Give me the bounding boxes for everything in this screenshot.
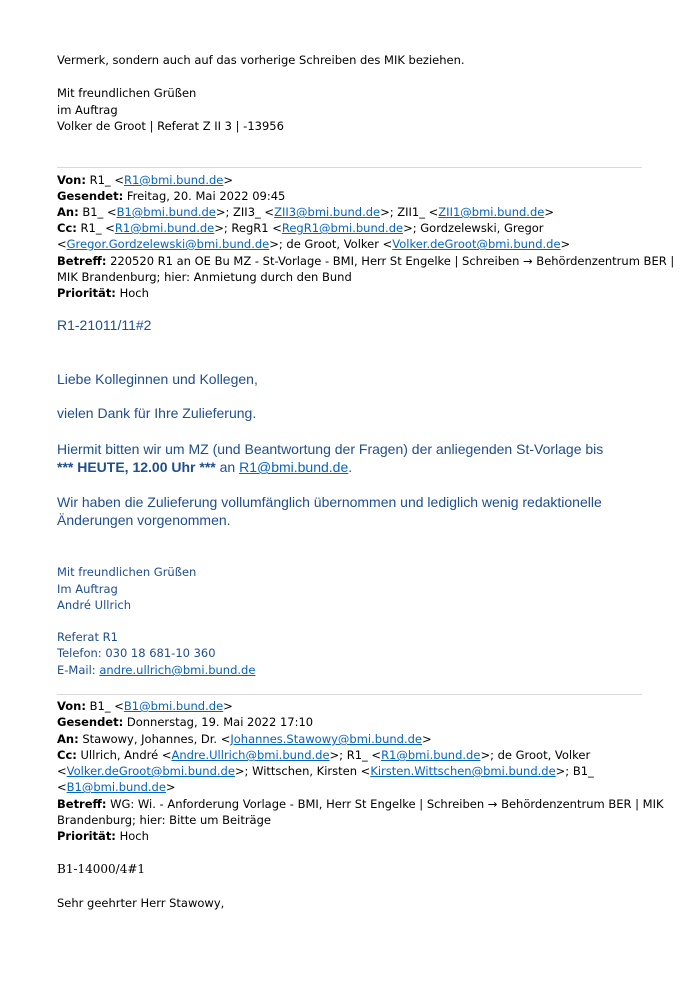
email1-salutation [57,371,258,387]
sig-email-link[interactable]: andre.ullrich@bmi.bund.de [99,663,256,677]
greeting-text: Mit freundlichen Grüßen [57,565,197,579]
label-subject: Betreff: [57,254,107,268]
email1-cc-line2 [57,236,570,252]
auftrag-text: im Auftrag [57,103,118,117]
reference-number: R1-21011/11#2 [57,317,152,333]
email1-thanks [57,405,256,421]
subject-text: Brandenburg; hier: Bitte um Beiträge [57,813,271,827]
auftrag-text: Im Auftrag [57,582,118,596]
email1-sig-phone [57,646,216,660]
cc-text: < [57,764,67,778]
subject-text: MIK Brandenburg; hier: Anmietung durch den Bund [57,270,352,284]
from-name: B1_ < [85,699,124,713]
email2-cc-line3 [57,779,176,795]
divider [57,167,642,168]
subject-text: WG: Wi. - Anforderung Vorlage - BMI, Herr St Engelke | Schreiben → Behördenzentrum BER | MIK [106,797,664,811]
cc-text: >; R1_ < [329,748,382,762]
email1-note-line2 [57,512,231,528]
cc-email-link[interactable]: Kirsten.Wittschen@bmi.bund.de [370,764,556,778]
cc-email-link[interactable]: B1@bmi.bund.de [66,780,166,794]
to-text: >; ZII1_ < [380,205,439,219]
cc-text: < [57,237,67,251]
email2-salutation [57,895,224,911]
email1-sig-email [57,663,255,677]
to-email-link[interactable]: ZII1@bmi.bund.de [438,205,545,219]
email1-note [57,494,602,510]
label-from: Von: [57,173,86,187]
bracket: > [165,780,176,794]
request-text: Hiermit bitten wir um MZ (und Beantwortung der Fragen) der anliegenden St-Vorlage bis [57,441,604,457]
email1-to [57,204,554,220]
email1-request [57,441,603,457]
greeting-text: Mit freundlichen Grüßen [57,86,197,100]
cc-text: >; B1_ [555,764,594,778]
salutation-text: Liebe Kolleginnen und Kollegen, [57,371,258,387]
label-cc: Cc: [57,221,77,235]
priority-value: Hoch [115,286,149,300]
signature-text: Volker de Groot | Referat Z II 3 | -13956 [57,119,284,133]
body-text-line [57,52,465,68]
email2-reference [57,862,145,876]
email1-sig-greeting [57,565,196,579]
cc-email-link[interactable]: Volker.deGroot@bmi.bund.de [66,764,235,778]
email2-subject [57,796,664,812]
email1-from [57,172,233,188]
note-text: Wir haben die Zulieferung vollumfänglich übernommen und lediglich wenig redaktionelle [57,494,602,510]
bracket: > [422,732,432,746]
email2-subject-line2 [57,812,271,828]
bracket: > [560,237,571,251]
label-to: An: [57,732,79,746]
thanks-text: vielen Dank für Ihre Zulieferung. [57,405,257,421]
email1-subject-line2 [57,269,352,285]
email1-sig-name [57,598,131,612]
label-priority: Priorität: [57,286,116,300]
email1-sig-auftrag [57,582,118,596]
to-email-link[interactable]: B1@bmi.bund.de [116,205,216,219]
email2-priority [57,828,149,844]
email2-to [57,731,432,747]
email2-cc-line2 [57,763,594,779]
label-from: Von: [57,699,86,713]
to-text: B1_ < [78,205,117,219]
email2-sent [57,714,313,730]
phone-number: Telefon: 030 18 681-10 360 [57,646,216,660]
label-cc: Cc: [57,748,77,762]
cc-text: >; Gordzelewski, Gregor [403,221,544,235]
cc-email-link[interactable]: R1@bmi.bund.de [381,748,481,762]
signature [57,118,284,134]
email1-reference [57,317,151,333]
email1-request-line2 [57,459,352,475]
priority-value: Hoch [115,829,149,843]
email1-subject [57,253,674,269]
cc-text: Ullrich, André < [76,748,172,762]
body-text: Vermerk, sondern auch auf das vorherige Schreiben des MIK beziehen. [57,53,465,67]
cc-email-link[interactable]: Gregor.Gordzelewski@bmi.bund.de [66,237,270,251]
cc-email-link[interactable]: Volker.deGroot@bmi.bund.de [392,237,561,251]
request-text: an [215,459,240,475]
email1-sent [57,188,285,204]
label-priority: Priorität: [57,829,116,843]
label-subject: Betreff: [57,797,107,811]
bracket: > [223,699,233,713]
email2-from [57,698,233,714]
bracket: > [223,173,233,187]
email2-cc [57,747,590,763]
email1-sig-ref [57,630,118,644]
label-to: An: [57,205,79,219]
label-sent: Gesendet: [57,715,124,729]
im-auftrag [57,102,118,118]
bracket: > [544,205,554,219]
to-email-link[interactable]: ZII3@bmi.bund.de [274,205,381,219]
punctuation: . [348,459,353,475]
sent-date: Freitag, 20. Mai 2022 09:45 [123,189,286,203]
closing-greeting [57,85,196,101]
cc-text: < [57,780,67,794]
cc-email-link[interactable]: RegR1@bmi.bund.de [281,221,404,235]
email-label: E-Mail: [57,663,100,677]
cc-email-link[interactable]: R1@bmi.bund.de [114,221,215,235]
to-text: Stawowy, Johannes, Dr. < [78,732,231,746]
salutation-text: Sehr geehrter Herr Stawowy, [57,896,225,910]
sent-date: Donnerstag, 19. Mai 2022 17:10 [123,715,314,729]
sender-name: André Ullrich [57,598,132,612]
request-email-link[interactable]: R1@bmi.bund.de [239,459,349,475]
deadline-text: *** HEUTE, 12.00 Uhr *** [57,459,216,475]
subject-text: 220520 R1 an OE Bu MZ - St-Vorlage - BMI, Herr St Engelke | Schreiben → Behördenzentrum BER | [106,254,675,268]
note-text: Änderungen vorgenommen. [57,512,231,528]
cc-text: >; RegR1 < [214,221,282,235]
label-sent: Gesendet: [57,189,124,203]
to-text: >; ZII3_ < [215,205,275,219]
from-email-link[interactable]: B1@bmi.bund.de [123,699,224,713]
divider [57,694,642,695]
email1-priority [57,285,149,301]
cc-email-link[interactable]: Andre.Ullrich@bmi.bund.de [171,748,330,762]
from-email-link[interactable]: R1@bmi.bund.de [123,173,224,187]
from-name: R1_ < [85,173,124,187]
cc-text: >; Wittschen, Kirsten < [234,764,371,778]
cc-text: >; de Groot, Volker < [269,237,393,251]
email1-cc [57,220,544,236]
to-email-link[interactable]: Johannes.Stawowy@bmi.bund.de [230,732,422,746]
reference-number: B1-14000/4#1 [57,862,146,876]
cc-text: R1_ < [76,221,115,235]
department: Referat R1 [57,630,118,644]
cc-text: >; de Groot, Volker [480,748,591,762]
